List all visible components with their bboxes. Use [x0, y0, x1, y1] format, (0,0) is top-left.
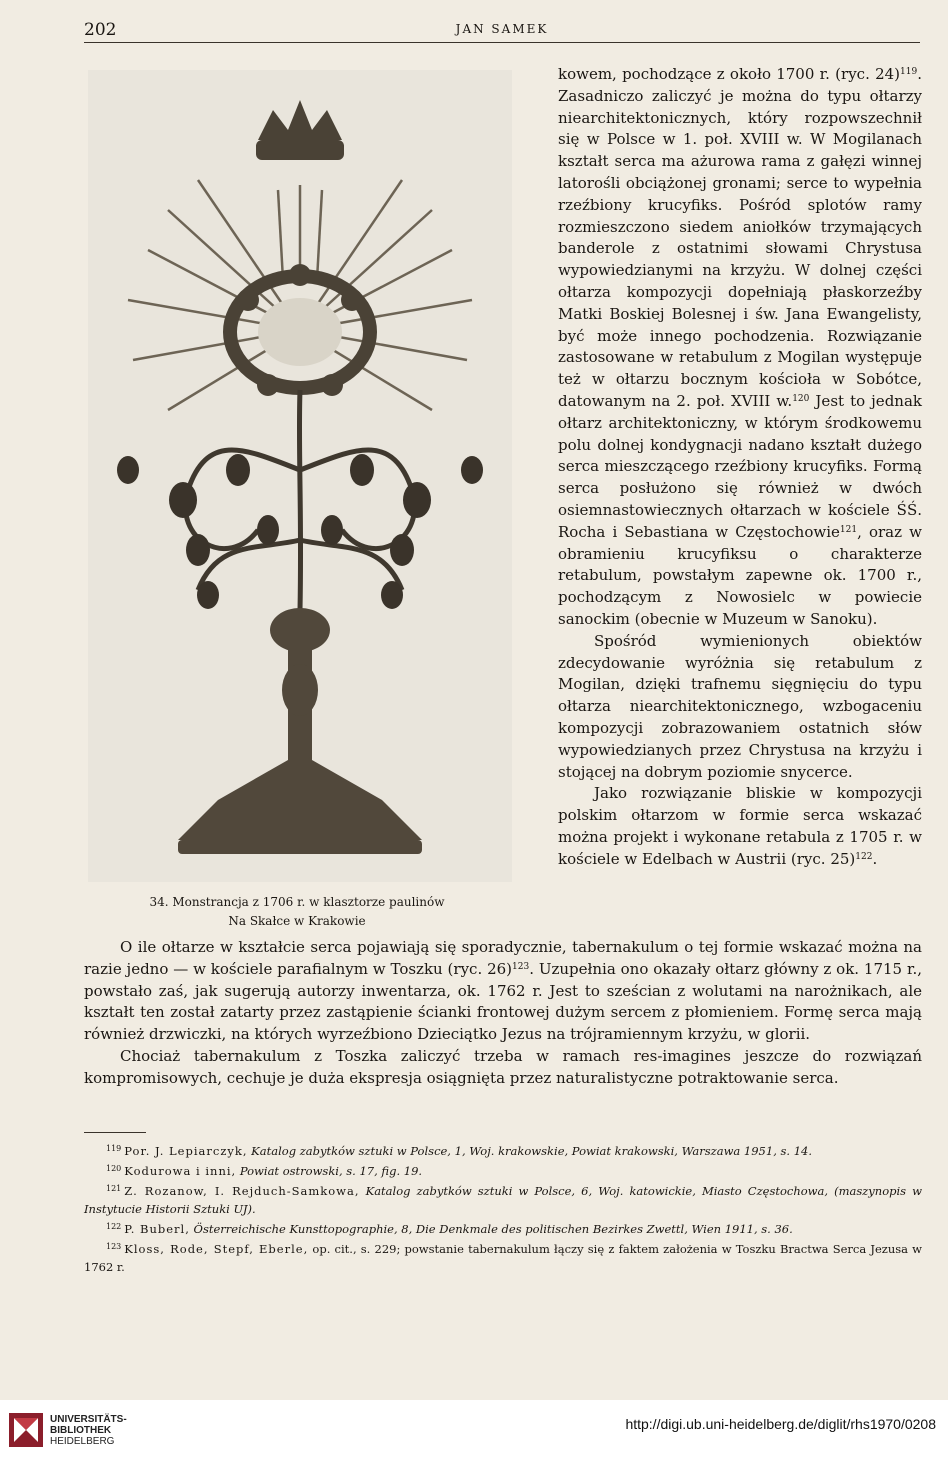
- footnote: $^{120}$ Kodurowa i inni, Powiat ostrowski, s. 17, fig. 19.: [106, 1164, 423, 1178]
- source-url-link[interactable]: http://digi.ub.uni-heidelberg.de/diglit/rhs1970/0208: [625, 1416, 936, 1432]
- footnote-rule: [84, 1132, 146, 1133]
- footnote: $^{122}$ P. Buberl, Österreichische Kunsttopographie, 8, Die Denkmale des politischen Bezirkes Zwettl, Wien 1911, s. 36.: [106, 1222, 793, 1236]
- library-logo-icon: [8, 1412, 44, 1448]
- header-rule: [84, 42, 920, 43]
- paragraph: Jako rozwiązanie bliskie w kompozycji polskim ołtarzom w formie serca wskazać można projekt i wykonane retabula z 1705 r. w kościele w Edelbach w Austrii (ryc. 25)$^{122}$.: [558, 784, 922, 868]
- paragraph: kowem, pochodzące z około 1700 r. (ryc. 24)$^{119}$. Zasadniczo zaliczyć je można do typu ołtarzy niearchitektonicznych, który rozpowszechnił się w Polsce w 1. poł. XVIII w. W Mogilanach kształt serca ma ażurowa rama z gałęzi winnej latorośli obciążonej gronami; serce to wypełnia rzeźbiony krucyfiks. Pośród splotów ramy rozmieszczono siedem aniołków trzymających banderole z ostatnimi słowami Chrystusa wypowiedzianymi na krzyżu. W dolnej części ołtarza kompozycji dopełniają płaskorzeźby Matki Boskiej Bolesnej i św. Jana Ewangelisty, być może innego pochodzenia. Rozwiązanie zastosowane w retabulum z Mogilan występuje też w ołtarzu bocznym kościoła w Sobótce, datowanym na 2. poł. XVIII w.$^{120}$ Jest to jednak ołtarz architektoniczny, w którym środkowemu polu dolnej kondygnacji nadano kształt dużego serca mieszczącego rzeźbiony krucyfiks. Formą serca posłużono się również w dwóch osiemnastowiecznych ołtarzach w kościele ŚŚ. Rocha i Sebastiana w Częstochowie$^{121}$, oraz w obramieniu krucyfiksu o charakterze retabulum, powstałym zapewne ok. 1700 r., pochodzącym z Nowosielc w powiecie sanockim (obecnie w Muzeum w Sanoku).: [558, 65, 922, 628]
- paragraph: O ile ołtarze w kształcie serca pojawiają się sporadycznie, tabernakulum o tej formie wskazać można na razie jedno — w kościele parafialnym w Toszku (ryc. 26)$^{123}$. Uzupełnia ono okazały ołtarz główny z ok. 1715 r., powstało zaś, jak sugerują autorzy inwentarza, ok. 1762 r. Jest to sześcian z wolutami na narożnikach, ale kształt ten został zatarty przez zastąpienie ścianki frontowej dużym sercem z płomieniem. Formę serca mają również drzwiczki, na których wyrzeźbiono Dzieciątko Jezus na trójramiennym krzyżu, w glorii.: [84, 938, 923, 1044]
- caption-line-2: Na Skałce w Krakowie: [228, 914, 366, 928]
- page-header: [84, 20, 920, 42]
- caption-line-1: 34. Monstrancja z 1706 r. w klasztorze paulinów: [149, 895, 445, 909]
- footnotes: [84, 1140, 922, 1276]
- footer-bar: [0, 1400, 948, 1468]
- running-head: JAN SAMEK: [455, 22, 549, 36]
- paragraph: Spośród wymienionych obiektów zdecydowanie wyróżnia się retabulum z Mogilan, dzięki trafnemu sięgnięciu do typu ołtarza niearchitektonicznego, wzbogaceniu kompozycji zobrazowaniem ostatnich słów wypowiedzianych przez Chrystusa na krzyżu i stojącej na dobrym poziomie snycerce.: [558, 631, 922, 781]
- full-width-text: [84, 937, 922, 1090]
- figure-caption: [84, 893, 510, 931]
- footnote: $^{121}$ Z. Rozanow, I. Rejduch-Samkowa, Katalog zabytków sztuki w Polsce, 6, Woj. katowickie, Miasto Częstochowa, (maszynopis w Instytucie Historii Sztuki UJ).: [84, 1184, 922, 1216]
- footnote: $^{123}$ Kloss, Rode, Stepf, Eberle, op. cit., s. 229; powstanie tabernakulum łączy się z faktem założenia w Toszku Bractwa Serca Jezusa w 1762 r.: [84, 1242, 923, 1274]
- paragraph: Chociaż tabernakulum z Toszka zaliczyć trzeba w ramach res-imagines jeszcze do rozwiązań kompromisowych, cechuje je duża ekspresja osiągnięta przez naturalistyczne potraktowanie serca.: [84, 1046, 922, 1087]
- library-name: UNIVERSITÄTS- BIBLIOTHEK HEIDELBERG: [50, 1414, 127, 1447]
- monstrance-photo: [88, 70, 512, 882]
- right-column-text: [558, 64, 922, 870]
- footnote: $^{119}$ Por. J. Lepiarczyk, Katalog zabytków sztuki w Polsce, 1, Woj. krakowskie, Powiat krakowski, Warszawa 1951, s. 14.: [106, 1144, 813, 1158]
- page-number: 202: [84, 20, 117, 40]
